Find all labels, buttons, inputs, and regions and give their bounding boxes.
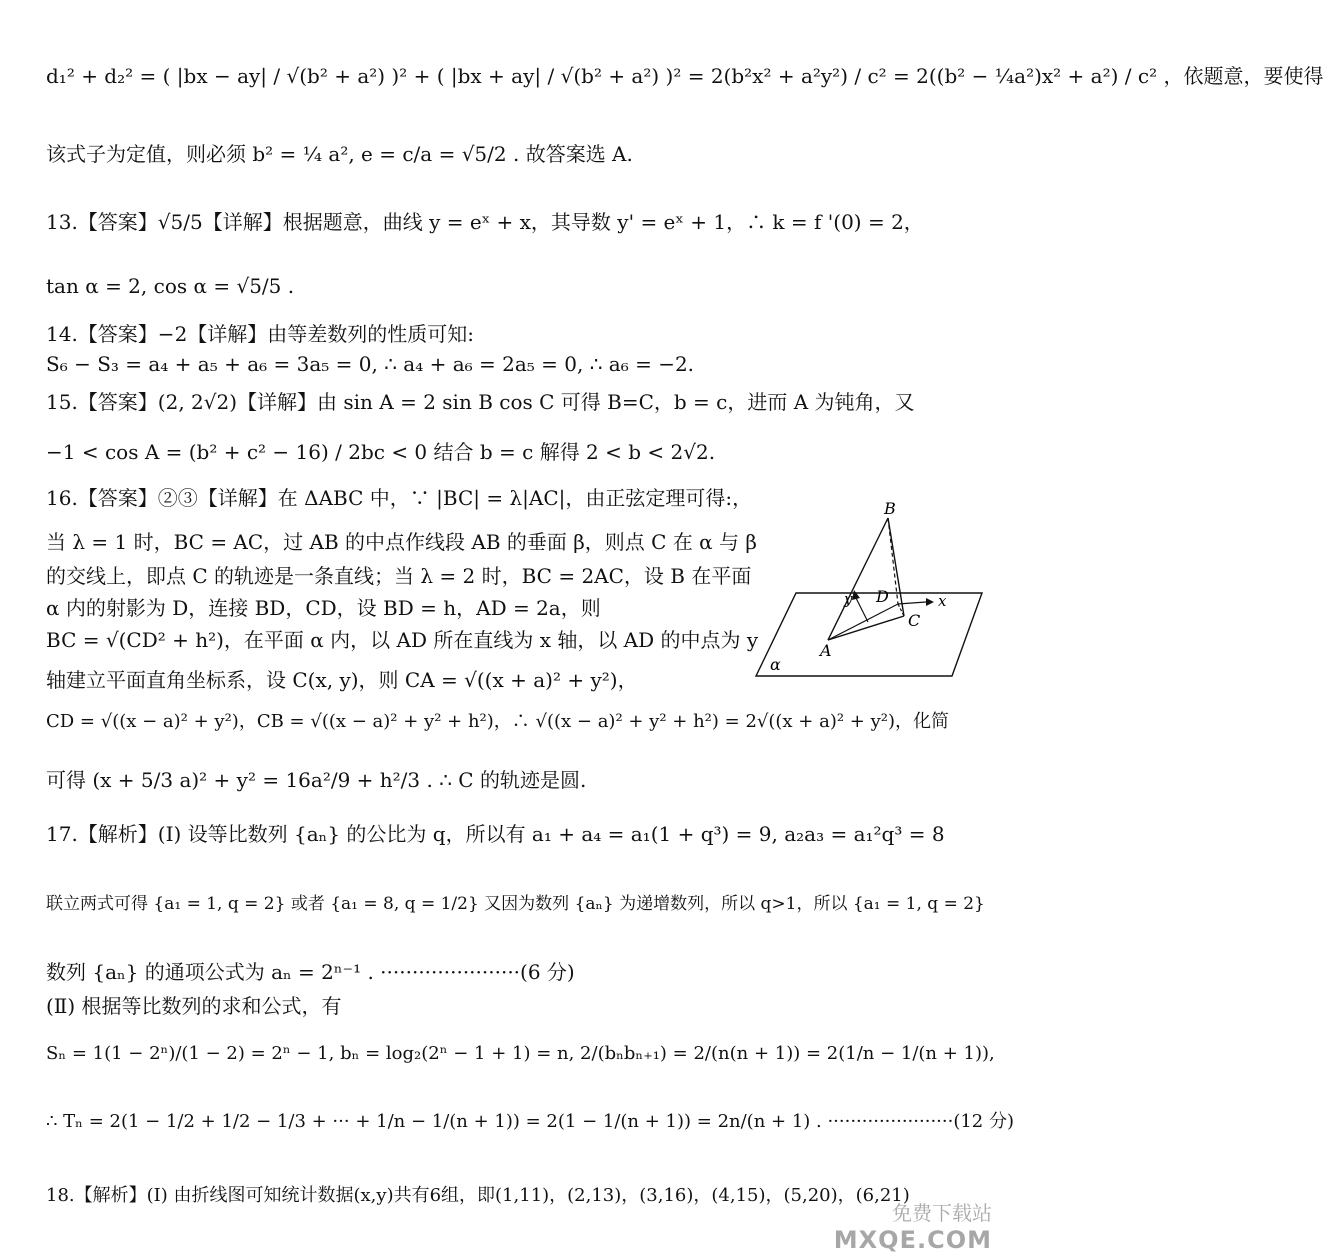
q17-part1: 17.【解析】(Ⅰ) 设等比数列 {aₙ} 的公比为 q，所以有 a₁ + a₄ = a₁(1 + q³) = 9, a₂a₃ = a₁²q³ = 8 <box>46 822 945 846</box>
q16-line-2: 当 λ = 1 时，BC = AC，过 AB 的中点作线段 AB 的垂面 β，则点 C 在 α 与 β <box>46 530 757 554</box>
plane-alpha <box>756 593 982 676</box>
axis-x-arrow <box>926 598 934 606</box>
q17-sum-formula: Sₙ = 1(1 − 2ⁿ)/(1 − 2) = 2ⁿ − 1, bₙ = log₂(2ⁿ − 1 + 1) = n, 2/(bₙbₙ₊₁) = 2/(n(n + 1)) = 2(1/n − 1/(n + 1)), <box>46 1043 995 1064</box>
q15-answer: 15.【答案】(2, 2√2)【详解】由 sin A = 2 sin B cos C 可得 B=C，b = c，进而 A 为钝角，又 <box>46 390 915 414</box>
axis-y <box>856 598 868 622</box>
label-a: A <box>820 641 832 660</box>
q17-general-term: 数列 {aₙ} 的通项公式为 aₙ = 2ⁿ⁻¹ . ······················(6 分) <box>46 960 575 984</box>
q15-derivation: −1 < cos A = (b² + c² − 16) / 2bc < 0 结合 b = c 解得 2 < b < 2√2. <box>46 440 716 464</box>
segment-ac <box>828 616 904 640</box>
label-x: x <box>938 592 947 610</box>
q16-line-4: α 内的射影为 D，连接 BD，CD，设 BD = h，AD = 2a，则 <box>46 596 601 620</box>
segment-ad <box>828 604 898 640</box>
q16-conclusion: 可得 (x + 5/3 a)² + y² = 16a²/9 + h²/3 . ∴ C 的轨迹是圆. <box>46 768 587 792</box>
q17-tn-result: ∴ Tₙ = 2(1 − 1/2 + 1/2 − 1/3 + ··· + 1/n − 1/(n + 1)) = 2(1 − 1/(n + 1)) = 2n/(n + 1) . ······················(12 分) <box>46 1111 1015 1132</box>
line-1: d₁² + d₂² = ( |bx − ay| / √(b² + a²) )² + ( |bx + ay| / √(b² + a²) )² = 2(b²x² + a²y²) / c² = 2((b² − ¼a²)x² + a²) / c² ，依题意，要使得 <box>46 64 1323 88</box>
q16-line-7: CD = √((x − a)² + y²)，CB = √((x − a)² + y² + h²)，∴ √((x − a)² + y² + h²) = 2√((x + a)² + y²)，化简 <box>46 711 949 732</box>
axis-y-arrow <box>852 590 860 600</box>
label-plane: α <box>770 655 781 674</box>
q14-answer: 14.【答案】−2【详解】由等差数列的性质可知: <box>46 322 475 346</box>
q16-line-6: 轴建立平面直角坐标系，设 C(x, y)，则 CA = √((x + a)² + y²)， <box>46 668 638 692</box>
geometry-figure <box>756 498 982 688</box>
label-d: D <box>876 587 889 606</box>
q16-line-5: BC = √(CD² + h²)，在平面 α 内，以 AD 所在直线为 x 轴，以 AD 的中点为 y <box>46 628 759 652</box>
q17-part2-heading: (Ⅱ) 根据等比数列的求和公式，有 <box>46 994 342 1018</box>
watermark <box>834 1197 992 1254</box>
label-c: C <box>908 611 921 630</box>
q14-derivation: S₆ − S₃ = a₄ + a₅ + a₆ = 3a₅ = 0, ∴ a₄ + a₆ = 2a₅ = 0, ∴ a₆ = −2. <box>46 352 695 376</box>
q13-result: tan α = 2, cos α = √5/5 . <box>46 274 295 298</box>
q17-system: 联立两式可得 {a₁ = 1, q = 2} 或者 {a₁ = 8, q = 1/2} 又因为数列 {aₙ} 为递增数列，所以 q>1，所以 {a₁ = 1, q = 2} <box>46 894 985 914</box>
watermark-line-2: MXQE.COM <box>833 1226 992 1254</box>
label-y: y <box>844 590 853 608</box>
segment-bc <box>888 518 904 616</box>
line-2: 该式子为定值，则必须 b² = ¼ a², e = c/a = √5/2 . 故答案选 A. <box>46 142 633 166</box>
q18-part1: 18.【解析】(Ⅰ) 由折线图可知统计数据(x,y)共有6组，即(1,11)，(2,13)，(3,16)，(4,15)，(5,20)，(6,21) <box>46 1185 910 1206</box>
watermark-line-1: 免费下载站 <box>892 1201 992 1225</box>
segment-ab <box>828 518 888 640</box>
q16-line-3: 的交线上，即点 C 的轨迹是一条直线；当 λ = 2 时，BC = 2AC，设 B 在平面 <box>46 564 752 588</box>
label-b: B <box>884 499 896 518</box>
q16-answer: 16.【答案】②③【详解】在 ΔABC 中，∵ |BC| = λ|AC|，由正弦定理可得:， <box>46 486 753 510</box>
q13-answer: 13.【答案】√5/5【详解】根据题意，曲线 y = eˣ + x，其导数 y' = eˣ + 1，∴ k = f '(0) = 2， <box>46 210 924 234</box>
